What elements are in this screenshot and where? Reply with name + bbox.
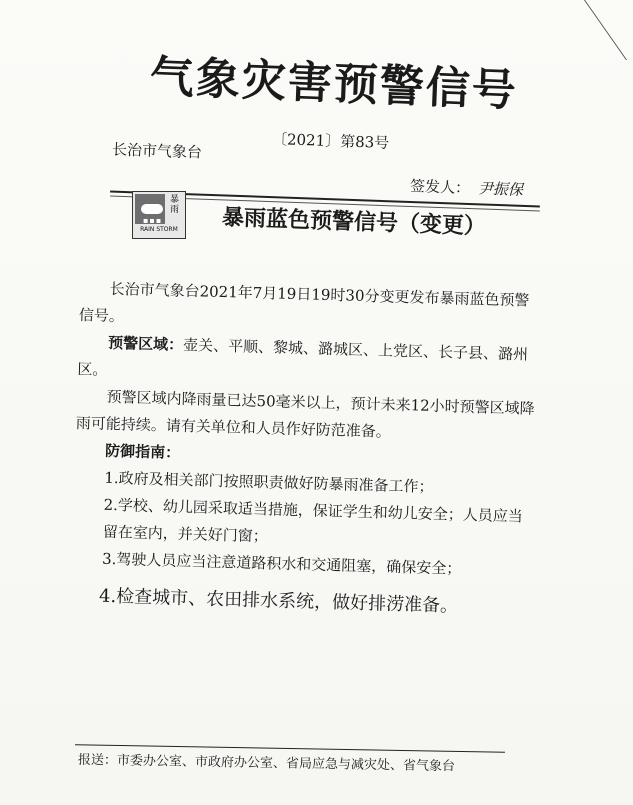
area-value: 壶关、平顺、黎城、潞城区、上党区、长子县、潞州区。 — [77, 335, 529, 379]
description-paragraph: 预警区域内降雨量已达50毫米以上，预计未来12小时预警区域降雨可能持续。请有关单位和人员作好防范准备。 — [75, 387, 535, 441]
badge-label-en: RAIN STORM — [140, 226, 178, 233]
area-label: 预警区域： — [107, 333, 184, 354]
signer — [410, 175, 524, 200]
signer-name: 尹振保 — [477, 179, 524, 199]
guide-item: 2.学校、幼儿园采取适当措施，保证学生和幼儿安全；人员应当留在室内，并关好门窗； — [102, 495, 524, 546]
scan-edge-line — [584, 0, 633, 60]
rainstorm-blue-warning-icon — [132, 191, 186, 239]
issuer: 长治市气象台 — [111, 140, 203, 162]
badge-label-cn: 暴雨 — [169, 195, 179, 215]
guide-item: 1.政府及相关部门按照职责做好防暴雨准备工作； — [104, 468, 434, 496]
intro-paragraph: 长治市气象台2021年7月19日19时30分变更发布暴雨蓝色预警信号。 — [78, 279, 530, 326]
distribution-list: 报送：市委办公室、市政府办公室、省局应急与减灾处、省气象台 — [77, 752, 456, 775]
guide-label: 防御指南： — [104, 441, 181, 462]
document-title: 气象灾害预警信号 — [148, 51, 519, 117]
document-number: 〔2021〕第83号 — [271, 129, 390, 153]
guide-item: 3.驾驶人员应当注意道路积水和交通阻塞，确保安全； — [101, 549, 462, 578]
signal-title: 暴雨蓝色预警信号（变更） — [221, 204, 487, 240]
signer-label: 签发人： — [409, 177, 471, 198]
rain-cloud-icon: ▪▪▪ — [135, 194, 165, 224]
document-body — [71, 275, 540, 622]
guide-item: 4.检查城市、农田排水系统，做好排涝准备。 — [98, 585, 459, 617]
